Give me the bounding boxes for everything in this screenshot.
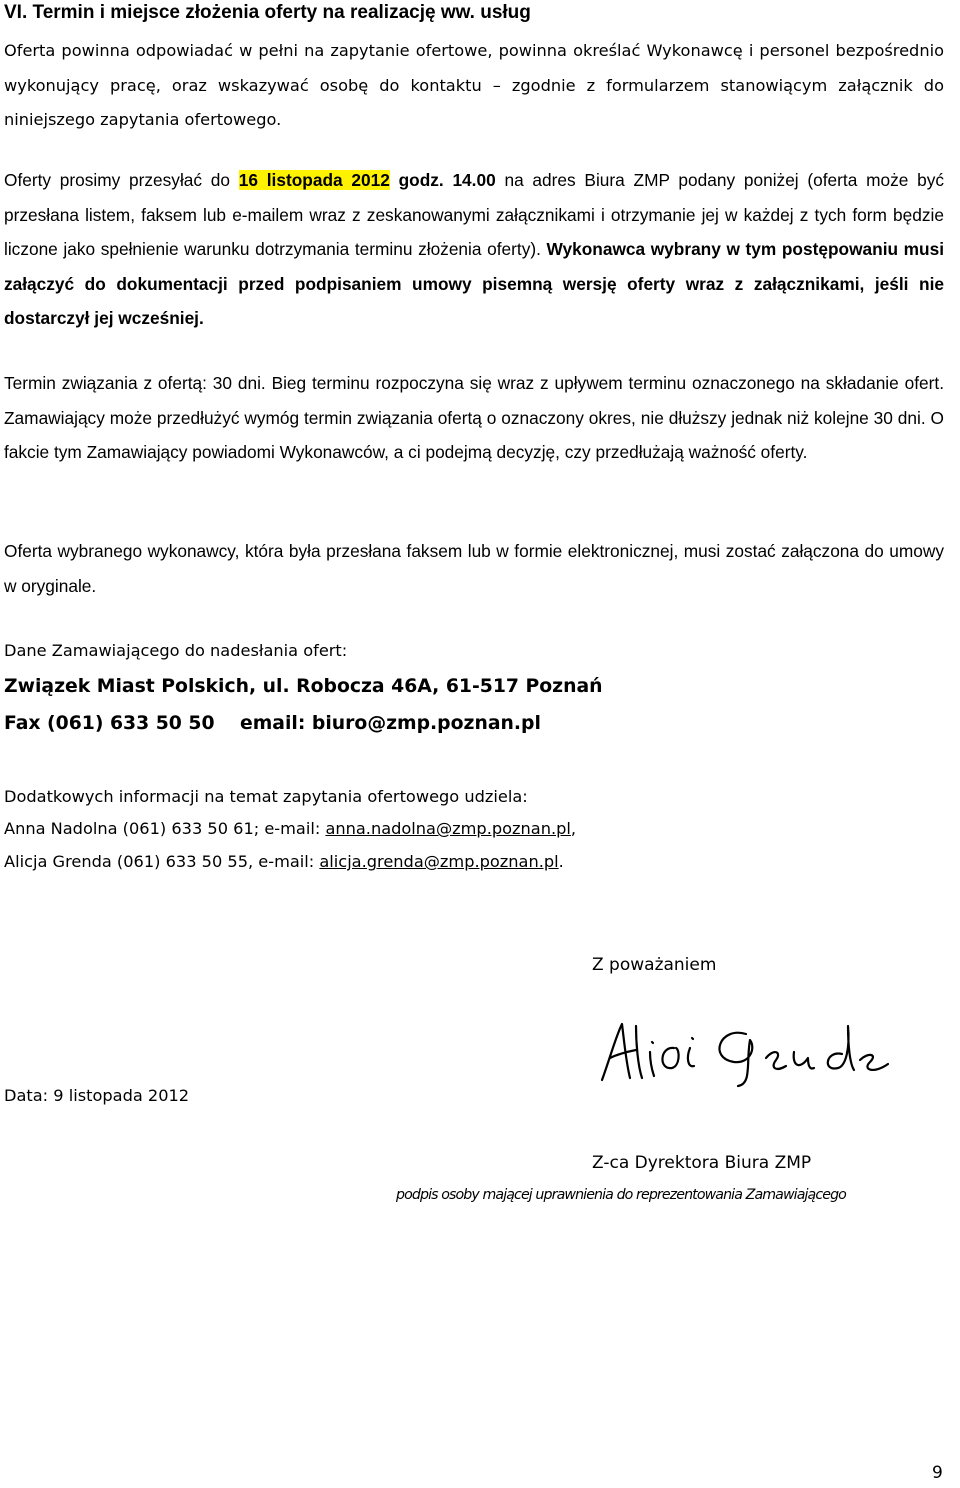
contact-alicja-email-link[interactable]: alicja.grenda@zmp.poznan.pl [319,852,559,871]
handwritten-signature [596,1018,896,1088]
deadline-contractor-note: Wykonawca wybrany w tym postępowaniu musi załączyć do dokumentacji przed podpisaniem umowy pisemną wersję oferty wraz z załącznikami, jeśli nie dostarczył jej wcześniej. [4,239,944,328]
signer-title: Z-ca Dyrektora Biura ZMP [592,1153,812,1173]
contact-anna [4,819,576,838]
client-email: email: biuro@zmp.poznan.pl [240,713,541,734]
paragraph-original-offer: Oferta wybranego wykonawcy, która była przesłana faksem lub w formie elektronicznej, musi zostać załączona do umowy w oryginale. [4,541,944,596]
deadline-details: na adres Biura ZMP podany poniżej (oferta może być przesłana listem, faksem lub e-mailem wraz z zeskanowanymi załącznikami i otrzymanie jej w każdej z tych form będzie liczone jako spełnienie warunku dotrzymania terminu złożenia oferty). [4,170,944,259]
client-address: Związek Miast Polskich, ul. Robocza 46A, 61-517 Poznań [4,676,603,697]
contact-alicja-text: Alicja Grenda (061) 633 50 55, e-mail: [4,852,320,871]
deadline-time: godz. 14.00 [389,170,496,190]
paragraph-submission-deadline [4,163,944,336]
deadline-intro: Oferty prosimy przesyłać do [4,170,239,190]
info-label: Dodatkowych informacji na temat zapytania ofertowego udziela: [4,787,528,806]
contact-anna-email-link[interactable]: anna.nadolna@zmp.poznan.pl [325,819,571,838]
client-fax: Fax (061) 633 50 50 [4,713,215,734]
paragraph-binding-period: Termin związania z ofertą: 30 dni. Bieg terminu rozpoczyna się wraz z upływem terminu oznaczonego na składanie ofert. Zamawiający może przedłużyć wymóg termin związania ofertą o oznaczony okres, nie dłuższy jednak niż kolejne 30 dni. O fakcie tym Zamawiający powiadomi Wykonawców, a ci podejmą decyzję, czy przedłużają ważność oferty. [4,373,944,462]
regards-text: Z poważaniem [592,955,717,975]
client-data-label: Dane Zamawiającego do nadesłania ofert: [4,641,348,660]
signer-note: podpis osoby mającej uprawnienia do reprezentowania Zamawiającego [396,1187,846,1203]
contact-alicja-punct: . [558,852,564,871]
page-number: 9 [932,1463,943,1483]
deadline-date-highlight: 16 listopada 2012 [238,170,390,190]
section-heading: VI. Termin i miejsce złożenia oferty na realizację ww. usług [4,2,531,23]
signature-drawing [596,1018,896,1088]
contact-anna-punct: , [570,819,577,838]
contact-anna-text: Anna Nadolna (061) 633 50 61; e-mail: [4,819,326,838]
date-label: Data: 9 listopada 2012 [4,1086,190,1105]
paragraph-offer-requirements: Oferta powinna odpowiadać w pełni na zapytanie ofertowe, powinna określać Wykonawcę i personel bezpośrednio wykonujący pracę, oraz wskazywać osobę do kontaktu – zgodnie z formularzem stanowiącym załącznik do niniejszego zapytania ofertowego. [4,41,944,129]
contact-alicja [4,852,564,871]
